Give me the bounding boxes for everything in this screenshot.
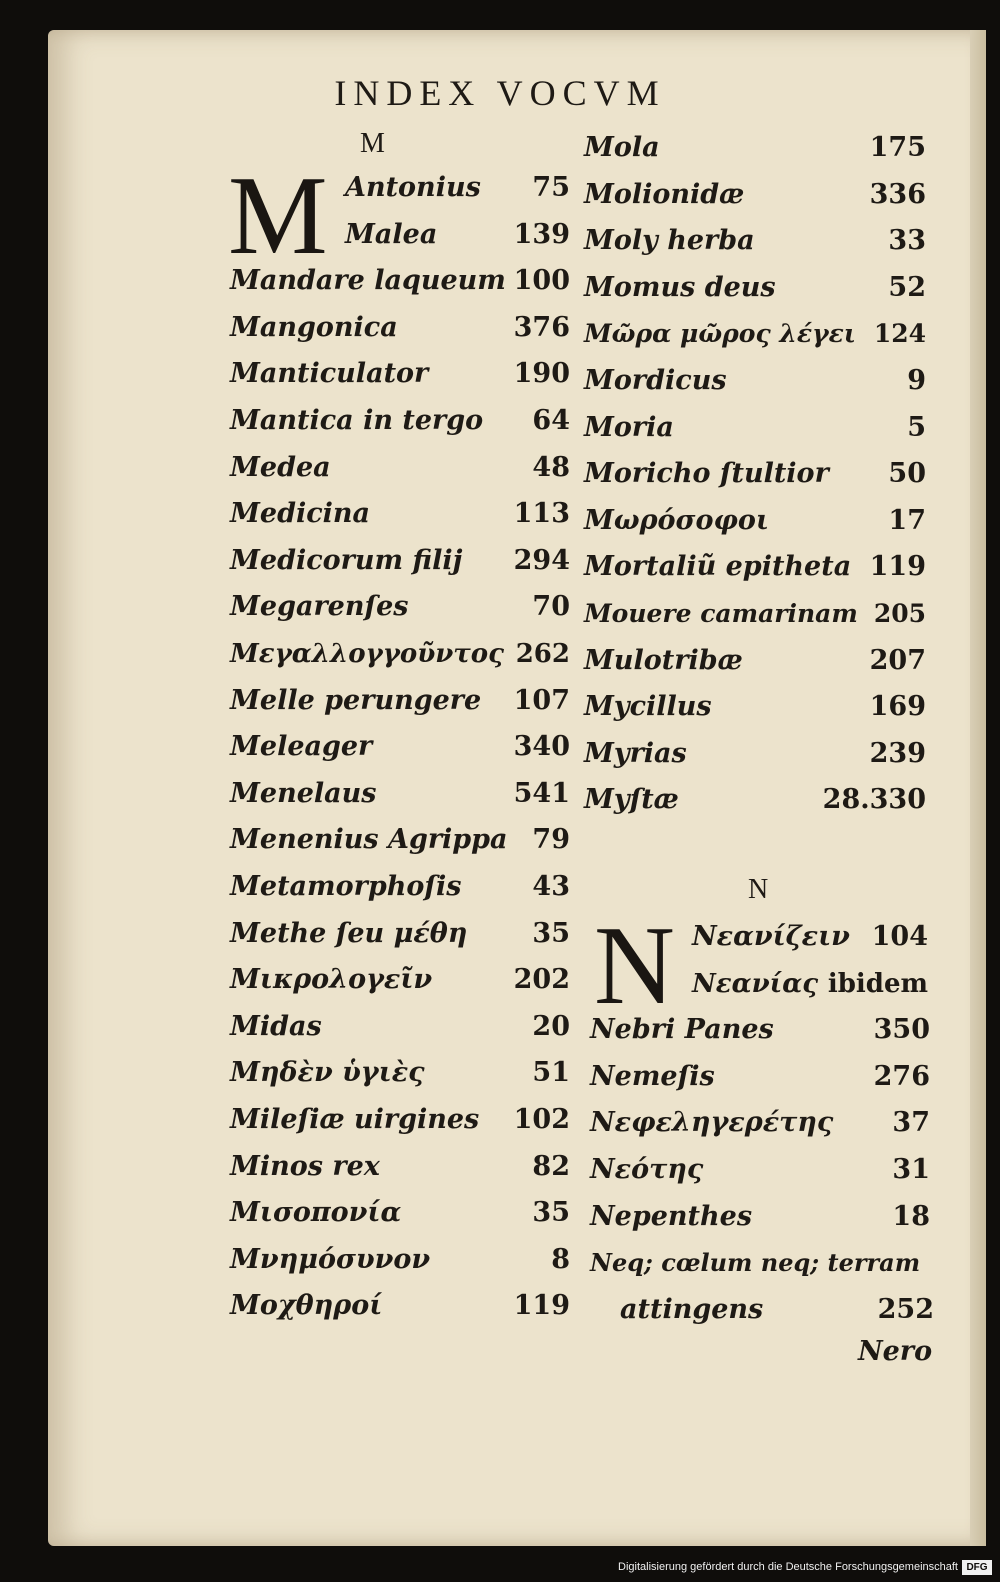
index-term: Menenius Agrippa <box>230 824 508 856</box>
page-header: INDEX VOCVM <box>334 73 666 113</box>
index-term: Midas <box>230 1010 322 1042</box>
page-number: 70 <box>532 591 570 623</box>
page-number: 239 <box>869 737 926 769</box>
index-entry <box>230 401 570 441</box>
section-letter-m: M <box>360 128 385 159</box>
page-number: 35 <box>532 917 570 949</box>
page-number: 124 <box>873 319 926 349</box>
page-number: 276 <box>873 1060 930 1092</box>
page-number: ibidem <box>827 968 928 999</box>
section-letter-n: N <box>748 874 769 905</box>
index-term: Μικρολογεῖν <box>230 964 433 996</box>
index-term: Mortaliũ epitheta <box>584 551 852 583</box>
index-term: Moria <box>584 411 674 443</box>
footer-credit: Digitalisierung gefördert durch die Deutsche Forschungsgemeinschaft <box>618 1561 958 1573</box>
page-number: 9 <box>907 365 926 396</box>
page-number: 252 <box>877 1293 934 1325</box>
index-entry <box>584 641 926 681</box>
index-term: Medea <box>230 451 331 483</box>
page-number: 336 <box>869 178 926 210</box>
index-entry <box>584 734 926 774</box>
index-entry <box>584 408 926 448</box>
index-term: Medicorum filij <box>230 544 463 576</box>
index-entry <box>230 634 570 674</box>
page-number: 37 <box>892 1107 930 1139</box>
index-term: Minos rex <box>230 1150 380 1182</box>
index-entry <box>590 1243 930 1283</box>
index-term: Moly herba <box>584 225 755 257</box>
index-term: Mangonica <box>230 311 398 343</box>
page-number: 205 <box>873 599 926 628</box>
index-entry <box>230 727 570 767</box>
page-number: 17 <box>888 504 926 536</box>
index-term: Nemeſis <box>590 1060 715 1092</box>
drop-cap-n: N <box>594 904 675 1028</box>
index-term: Moricho ſtultior <box>584 458 829 490</box>
page-number: 104 <box>871 921 928 952</box>
page-edge <box>970 30 986 1546</box>
index-term: Νεανίας <box>692 968 819 999</box>
index-entry <box>584 175 926 215</box>
index-term: Nebri Panes <box>590 1014 774 1046</box>
index-term: Mycillus <box>584 691 712 723</box>
page-number: 262 <box>515 639 570 669</box>
page-number: 139 <box>513 218 570 250</box>
index-term: Νεφεληγερέτης <box>590 1107 834 1139</box>
index-entry <box>584 454 926 494</box>
page-number: 294 <box>513 544 570 576</box>
index-term: Μωρόσοφοι <box>584 504 769 536</box>
index-term: Μισοπονία <box>230 1197 402 1229</box>
page-number: 8 <box>551 1243 570 1275</box>
page-number: 43 <box>532 871 570 902</box>
page-number: 18 <box>892 1200 930 1232</box>
index-term: Mileſiæ uirgines <box>230 1104 480 1135</box>
index-entry <box>230 774 570 814</box>
index-entry <box>230 1007 570 1047</box>
page-number: 113 <box>513 498 570 530</box>
index-entry <box>230 1193 570 1233</box>
page-number: 79 <box>532 824 570 856</box>
page-number: 169 <box>869 691 926 723</box>
index-term: Mola <box>584 132 660 163</box>
index-term: Mantica in tergo <box>230 405 484 436</box>
index-term: Momus deus <box>584 271 776 303</box>
page-number: 75 <box>532 172 570 203</box>
index-term: Μῶρα μῶρος λέγει <box>584 319 856 349</box>
index-entry <box>692 917 928 957</box>
index-entry <box>230 1240 570 1280</box>
index-term: attingens <box>620 1293 764 1325</box>
index-entry <box>590 1197 930 1237</box>
index-term: Meleager <box>230 731 373 763</box>
index-entry <box>584 268 926 308</box>
index-entry <box>230 541 570 581</box>
index-term: Neq; cœlum neq; terram <box>590 1248 921 1278</box>
index-entry <box>584 314 926 354</box>
index-entry <box>230 1286 570 1326</box>
index-term: Malea <box>345 218 438 250</box>
page-number: 50 <box>888 458 926 490</box>
page-number: 20 <box>532 1010 570 1042</box>
page-number: 100 <box>513 265 570 297</box>
index-entry <box>230 587 570 627</box>
index-entry <box>230 308 570 348</box>
page-number: 119 <box>513 1290 570 1322</box>
page-number: 52 <box>888 271 926 303</box>
index-entry <box>584 501 926 541</box>
index-entry <box>230 1100 570 1140</box>
index-entry <box>230 448 570 488</box>
index-term: Μοχθηροί <box>230 1290 383 1322</box>
index-term: Myſtæ <box>584 784 679 816</box>
page-number: 190 <box>513 358 570 390</box>
index-entry <box>584 594 926 634</box>
index-term: Metamorphoſis <box>230 871 462 902</box>
index-term: Μνημόσυνον <box>230 1243 431 1275</box>
page-number: 376 <box>513 311 570 343</box>
index-entry <box>345 168 570 208</box>
index-term: Mulotribæ <box>584 644 743 676</box>
index-entry <box>584 687 926 727</box>
dfg-logo: DFG <box>962 1560 992 1575</box>
page-number: 175 <box>869 132 926 163</box>
index-term: Methe ſeu μέθη <box>230 917 468 949</box>
index-entry <box>584 128 926 168</box>
page-number: 5 <box>907 411 926 443</box>
index-entry <box>345 215 570 255</box>
index-entry <box>590 1010 930 1050</box>
index-term: Νεότης <box>590 1154 704 1185</box>
index-term: Mandare laqueum <box>230 265 506 297</box>
page-number: 51 <box>532 1057 570 1089</box>
index-entry <box>230 1053 570 1093</box>
index-term: Myrias <box>584 737 687 769</box>
index-entry <box>230 914 570 954</box>
index-term: Nepenthes <box>590 1200 753 1232</box>
index-entry <box>620 1290 934 1330</box>
page-number: 102 <box>513 1104 570 1135</box>
page-number: 207 <box>869 644 926 676</box>
index-term: Megarenſes <box>230 591 409 623</box>
index-entry <box>230 681 570 721</box>
index-entry <box>584 547 926 587</box>
index-entry <box>590 1057 930 1097</box>
page-number: 48 <box>532 451 570 483</box>
index-entry <box>692 964 928 1004</box>
index-entry <box>590 1150 930 1190</box>
index-entry <box>590 1103 930 1143</box>
index-entry <box>584 780 926 820</box>
page-number: 33 <box>888 225 926 257</box>
page-number: 107 <box>513 684 570 716</box>
index-entry <box>584 361 926 401</box>
index-entry <box>230 354 570 394</box>
catchword: Nero <box>858 1336 933 1367</box>
page-number: 350 <box>873 1014 930 1046</box>
index-entry <box>584 221 926 261</box>
index-entry <box>230 261 570 301</box>
page-number: 31 <box>892 1154 930 1185</box>
page-number: 64 <box>532 405 570 436</box>
index-entry <box>230 960 570 1000</box>
index-term: Μηδὲν ὑγιὲς <box>230 1057 425 1089</box>
page-number: 82 <box>532 1150 570 1182</box>
index-term: Manticulator <box>230 358 429 390</box>
page-number: 28.330 <box>822 784 926 816</box>
index-term: Menelaus <box>230 777 377 809</box>
drop-cap-m: M <box>228 154 328 278</box>
page-number: 202 <box>513 964 570 996</box>
index-term: Μεγαλλογγοῦντος <box>230 639 504 669</box>
index-entry <box>230 820 570 860</box>
page-number: 119 <box>869 551 926 583</box>
index-term: Molionidæ <box>584 178 745 210</box>
index-entry <box>230 867 570 907</box>
index-term: Mordicus <box>584 365 727 396</box>
index-term: Melle perungere <box>230 684 482 716</box>
index-term: Medicina <box>230 498 371 530</box>
page-number: 35 <box>532 1197 570 1229</box>
page-number: 340 <box>513 731 570 763</box>
index-term: Mouere camarinam <box>584 599 858 628</box>
index-entry <box>230 494 570 534</box>
index-term: Νεανίζειν <box>692 921 850 952</box>
index-entry <box>230 1147 570 1187</box>
index-term: Antonius <box>345 172 481 203</box>
page-number: 541 <box>513 777 570 809</box>
